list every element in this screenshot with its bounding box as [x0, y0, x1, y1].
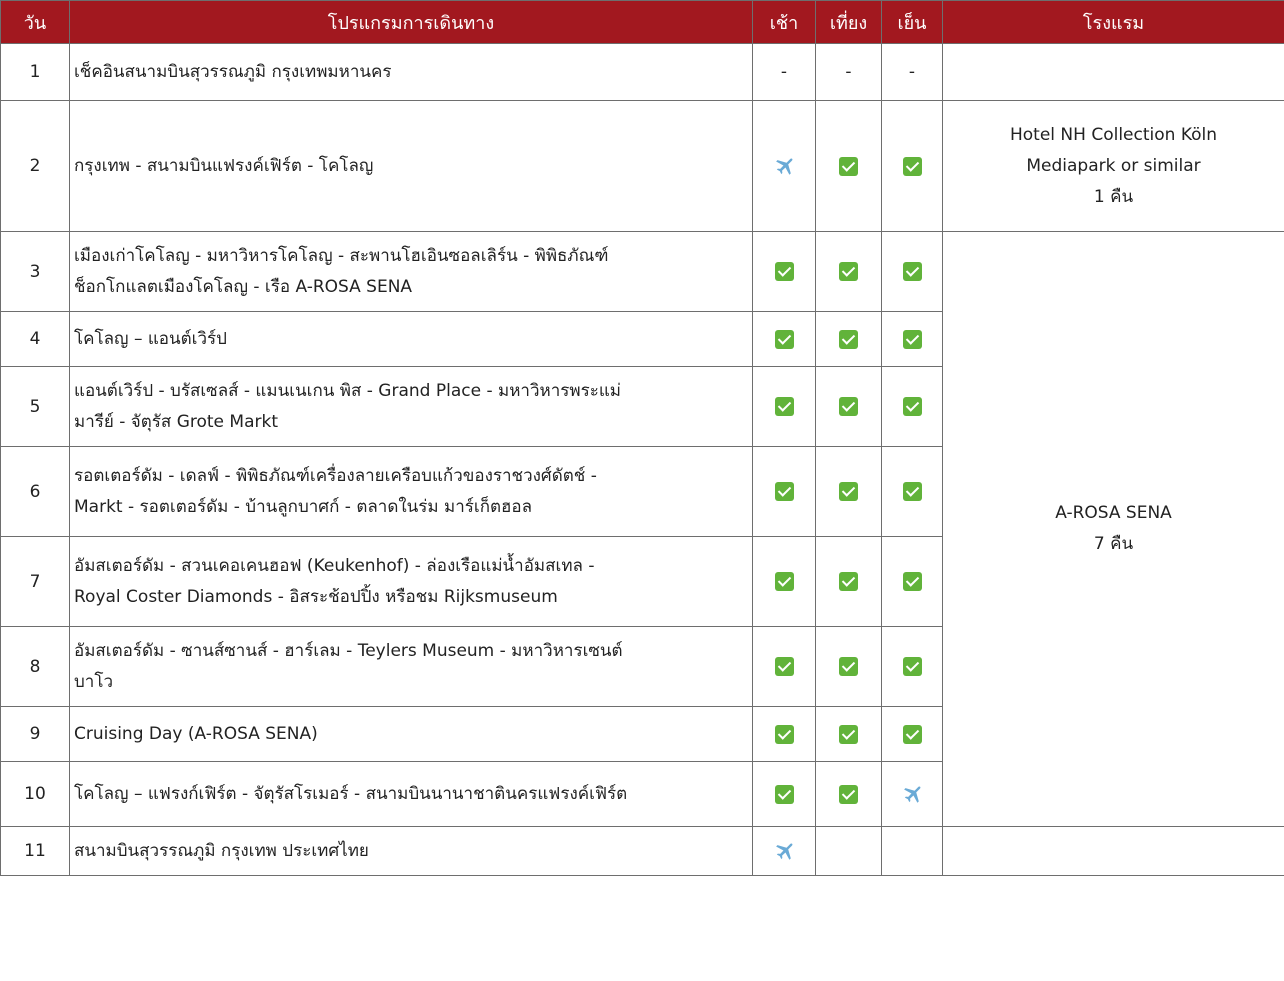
program-line: ช็อกโกแลตเมืองโคโลญ - เรือ A-ROSA SENA	[74, 276, 413, 297]
breakfast-cell	[753, 537, 816, 627]
check-icon	[775, 262, 794, 281]
lunch-cell	[816, 762, 882, 827]
breakfast-cell	[753, 707, 816, 762]
dinner-cell	[882, 827, 943, 876]
dinner-cell	[882, 537, 943, 627]
program-line: รอตเตอร์ดัม - เดลฟ์ - พิพิธภัณฑ์เครื่องลายเครือบแก้วของราชวงศ์ดัตช์ -	[74, 465, 597, 486]
lunch-cell	[816, 627, 882, 707]
day-number: 10	[1, 762, 70, 827]
breakfast-cell	[753, 312, 816, 367]
check-icon	[839, 330, 858, 349]
no-meal-dash: -	[908, 62, 916, 82]
day-number: 6	[1, 447, 70, 537]
program-line: เมืองเก่าโคโลญ - มหาวิหารโคโลญ - สะพานโฮเอินซอลเลิร์น - พิพิธภัณฑ์	[74, 245, 609, 266]
check-icon	[775, 725, 794, 744]
dinner-cell	[882, 101, 943, 232]
breakfast-cell	[753, 44, 816, 101]
program-line: Markt - รอตเตอร์ดัม - บ้านลูกบาศก์ - ตลาดในร่ม มาร์เก็ตฮอล	[74, 496, 533, 517]
day-number: 5	[1, 367, 70, 447]
hotel-line: 1 คืน	[1093, 186, 1134, 207]
program-line: กรุงเทพ - สนามบินแฟรงค์เฟิร์ต - โคโลญ	[74, 155, 374, 176]
program-cell	[70, 312, 753, 367]
table-row	[1, 827, 1284, 876]
check-icon	[839, 262, 858, 281]
program-cell	[70, 367, 753, 447]
hotel-line: A-ROSA SENA	[1055, 503, 1172, 523]
header-program: โปรแกรมการเดินทาง	[70, 1, 753, 44]
plane-icon	[901, 783, 923, 805]
check-icon	[903, 397, 922, 416]
day-number: 4	[1, 312, 70, 367]
check-icon	[775, 397, 794, 416]
dinner-cell	[882, 232, 943, 312]
table-row	[1, 232, 1284, 312]
check-icon	[775, 785, 794, 804]
lunch-cell	[816, 367, 882, 447]
program-line: บาโว	[74, 671, 114, 692]
hotel-cell	[943, 101, 1284, 232]
dinner-cell	[882, 707, 943, 762]
program-line: สนามบินสุวรรณภูมิ กรุงเทพ ประเทศไทย	[74, 840, 369, 861]
lunch-cell	[816, 232, 882, 312]
day-number: 2	[1, 101, 70, 232]
check-icon	[775, 482, 794, 501]
day-number: 11	[1, 827, 70, 876]
check-icon	[839, 785, 858, 804]
program-line: โคโลญ – แอนต์เวิร์ป	[74, 328, 227, 349]
check-icon	[775, 572, 794, 591]
program-line: Cruising Day (A-ROSA SENA)	[74, 723, 318, 744]
breakfast-cell	[753, 447, 816, 537]
table-row	[1, 101, 1284, 232]
no-meal-dash: -	[845, 62, 852, 82]
lunch-cell	[816, 312, 882, 367]
check-icon	[775, 657, 794, 676]
check-icon	[903, 330, 922, 349]
day-number: 7	[1, 537, 70, 627]
program-line: แอนต์เวิร์ป - บรัสเซลส์ - แมนเนเกน พิส - Grand Place - มหาวิหารพระแม่	[74, 380, 622, 401]
program-cell	[70, 447, 753, 537]
header-row	[1, 1, 1284, 44]
check-icon	[839, 572, 858, 591]
table-row	[1, 44, 1284, 101]
day-number: 8	[1, 627, 70, 707]
program-cell	[70, 827, 753, 876]
check-icon	[839, 157, 858, 176]
program-line: โคโลญ – แฟรงก์เฟิร์ต - จัตุรัสโรเมอร์ - สนามบินนานาชาตินครแฟรงค์เฟิร์ต	[74, 783, 628, 804]
lunch-cell	[816, 101, 882, 232]
plane-icon	[773, 155, 795, 177]
check-icon	[903, 725, 922, 744]
breakfast-cell	[753, 627, 816, 707]
program-cell	[70, 537, 753, 627]
hotel-cell-empty	[943, 827, 1284, 876]
program-cell	[70, 44, 753, 101]
check-icon	[839, 482, 858, 501]
lunch-cell	[816, 447, 882, 537]
hotel-cell-empty	[943, 44, 1284, 101]
program-line: อัมสเตอร์ดัม - สวนเคอเคนฮอฟ (Keukenhof) - ล่องเรือแม่น้ำอัมสเทล -	[74, 555, 595, 576]
check-icon	[839, 657, 858, 676]
lunch-cell	[816, 707, 882, 762]
program-cell	[70, 627, 753, 707]
program-line: อัมสเตอร์ดัม - ซานส์ซานส์ - ฮาร์เลม - Teylers Museum - มหาวิหารเซนต์	[74, 640, 623, 661]
program-cell	[70, 707, 753, 762]
check-icon	[903, 657, 922, 676]
program-line: เช็คอินสนามบินสุวรรณภูมิ กรุงเทพมหานคร	[74, 61, 392, 82]
program-cell	[70, 101, 753, 232]
check-icon	[903, 572, 922, 591]
dinner-cell	[882, 627, 943, 707]
check-icon	[839, 397, 858, 416]
dinner-cell	[882, 367, 943, 447]
breakfast-cell	[753, 827, 816, 876]
header-dinner: เย็น	[882, 1, 943, 44]
header-breakfast: เช้า	[753, 1, 816, 44]
check-icon	[903, 482, 922, 501]
dinner-cell	[882, 44, 943, 101]
day-number: 9	[1, 707, 70, 762]
hotel-line: 7 คืน	[1093, 534, 1134, 554]
program-line: มารีย์ - จัตุรัส Grote Markt	[74, 411, 278, 432]
dinner-cell	[882, 447, 943, 537]
hotel-cell	[943, 232, 1284, 827]
check-icon	[775, 330, 794, 349]
lunch-cell	[816, 827, 882, 876]
no-meal-dash: -	[780, 62, 788, 82]
lunch-cell	[816, 44, 882, 101]
header-day: วัน	[1, 1, 70, 44]
check-icon	[903, 157, 922, 176]
breakfast-cell	[753, 762, 816, 827]
check-icon	[839, 725, 858, 744]
dinner-cell	[882, 762, 943, 827]
day-number: 1	[1, 44, 70, 101]
plane-icon	[773, 840, 795, 862]
day-number: 3	[1, 232, 70, 312]
dinner-cell	[882, 312, 943, 367]
breakfast-cell	[753, 232, 816, 312]
program-cell	[70, 232, 753, 312]
header-hotel: โรงแรม	[943, 1, 1284, 44]
check-icon	[903, 262, 922, 281]
lunch-cell	[816, 537, 882, 627]
breakfast-cell	[753, 101, 816, 232]
hotel-line: Mediapark or similar	[1026, 155, 1201, 176]
program-line: Royal Coster Diamonds - อิสระช้อปปิ้ง หรือชม Rijksmuseum	[74, 586, 558, 607]
program-cell	[70, 762, 753, 827]
hotel-line: Hotel NH Collection Köln	[1009, 124, 1218, 145]
header-lunch: เที่ยง	[816, 1, 882, 44]
breakfast-cell	[753, 367, 816, 447]
